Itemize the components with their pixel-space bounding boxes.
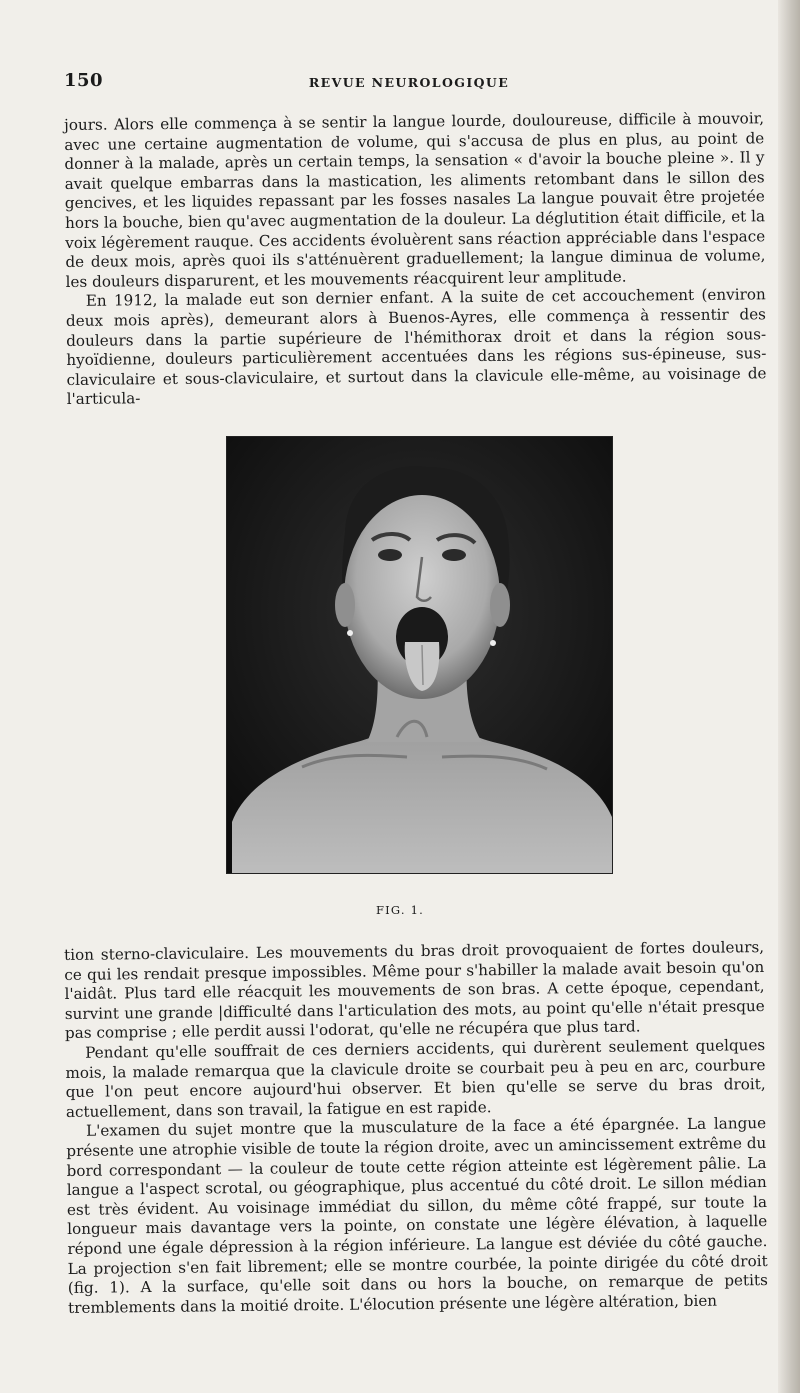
page-edge-shadow <box>778 0 800 1393</box>
paragraph: Pendant qu'elle souffrait de ces derniers accidents, qui durèrent seulement quelques mois, la malade remarqua que la clavicule droite se courbait peu à peu en arc, courbure que l'on peut encore aujourd'hui observer. Et bien qu'elle se serve du bras droit, actuellement, dans son travail, la fatigue en est rapide. <box>65 1036 766 1121</box>
figure-photograph <box>227 437 612 873</box>
paragraph: jours. Alors elle commença à se sentir la langue lourde, douloureuse, difficile à mouvoir, avec une certaine augmentation de volume, qui s'accusa de plus en plus, au point de donner à la malade, après un certain temps, la sensation « d'avoir la bouche pleine ». Il y avait quelque embarras dans la mastication, les aliments retombant dans le sillon des gencives, et les liquides repassant par les fosses nasales La langue pouvait être projetée hors la bouche, bien qu'avec augmentation de la douleur. La déglutition était difficile, et la voix légèrement rauque. Ces accidents évoluèrent sans réaction appréciable dans l'espace de deux mois, après quoi ils s'atténuèrent graduellement; la langue diminua de volume, les douleurs disparurent, et les mouvements réacquirent leur amplitude. <box>64 109 766 291</box>
paragraph: L'examen du sujet montre que la musculature de la face a été épargnée. La langue présente une atrophie visible de toute la région droite, avec un amincissement extrême du bord correspondant — la couleur de toute cette région atteinte est légèrement pâlie. La langue a l'aspect scrotal, ou géographique, plus accentué du côté droit. Le sillon médian est très évident. Au voisinage immédiat du sillon, du même côté frappé, sur toute la longueur mais davantage vers la pointe, on constate une légère élévation, à laquelle répond une égale dépression à la région inférieure. La langue est déviée du côté gauche. La projection s'en fait librement; elle se montre courbée, la pointe dirigée du côté droit (fig. 1). A la surface, qu'elle soit dans ou hors la bouche, on remarque de petits tremblements dans la moitié droite. L'élocution présente une légère altération, bien <box>66 1114 768 1317</box>
text-block-top <box>64 109 767 410</box>
paragraph: tion sterno-claviculaire. Les mouvements du bras droit provoquaient de fortes douleurs, ce qui les rendait presque impossibles. Même pour s'habiller la malade avait besoin qu'on l'aidât. Plus tard elle réacquit les mouvements de son bras. A cette époque, cependant, survint une grande |difficulté dans l'articulation des mots, au point qu'elle n'était presque pas comprise ; elle perdit aussi l'odorat, qu'elle ne récupéra que plus tard. <box>64 938 765 1043</box>
running-title: REVUE NEUROLOGIQUE <box>308 75 510 90</box>
text-block-bottom <box>64 938 768 1318</box>
paragraph: En 1912, la malade eut son dernier enfant. A la suite de cet accouchement (environ deux mois après), demeurant alors à Buenos-Ayres, elle commença à ressentir des douleurs dans la partie supérieure de l'hémithorax droit et dans la région sous-hyoïdienne, douleurs particulièrement accentuées dans les régions sus-épineuse, sus-claviculaire et sous-claviculaire, et surtout dans la clavicule elle-même, au voisinage de l'articula- <box>65 285 767 409</box>
patient-photo-illustration <box>227 437 612 873</box>
figure-caption: FIG. 1. <box>376 903 424 917</box>
page-header <box>64 70 754 96</box>
page-number: 150 <box>64 70 104 91</box>
